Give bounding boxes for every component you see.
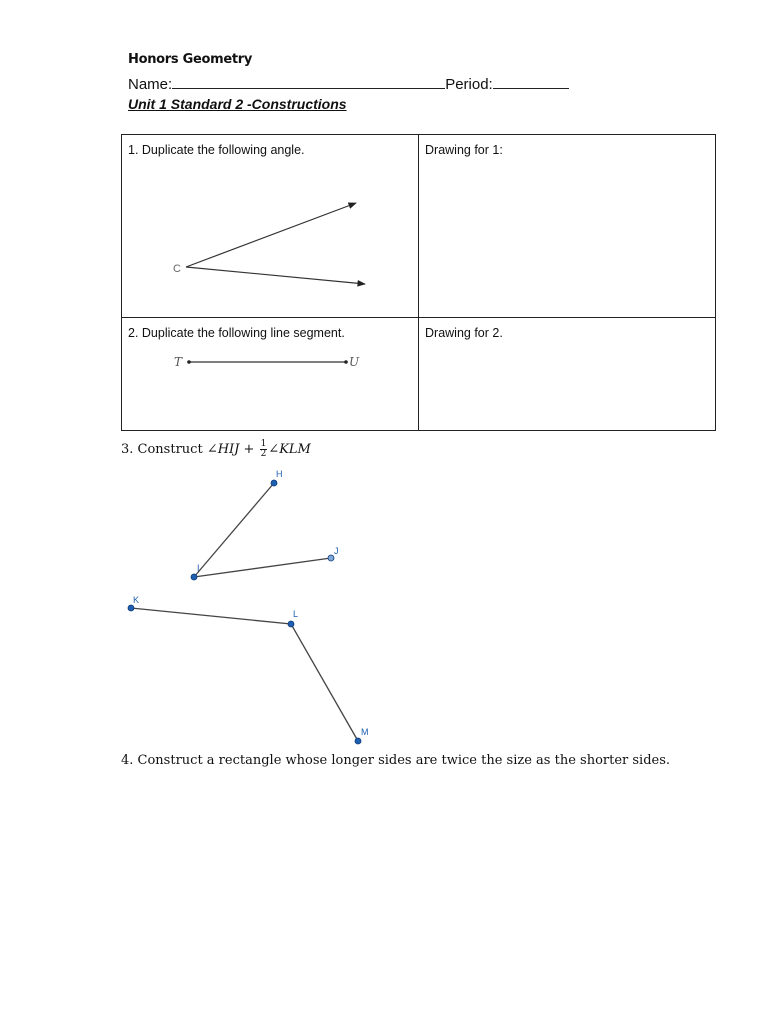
- unit-title: Unit 1 Standard 2 -Constructions: [128, 96, 347, 112]
- q2-prompt: 2. Duplicate the following line segment.: [128, 326, 345, 340]
- label-k: K: [133, 595, 140, 605]
- q3-prefix: 3. Construct: [121, 442, 207, 457]
- label-j: J: [334, 546, 339, 556]
- ray-lk: [131, 608, 291, 624]
- course-title: Honors Geometry: [128, 52, 253, 67]
- label-i: I: [197, 563, 200, 573]
- q3-angle-hij: ∠HIJ +: [206, 442, 255, 457]
- point-i: [191, 574, 197, 580]
- q2-point-t-label: T: [174, 355, 183, 369]
- q3-frac-num: 1: [260, 439, 267, 449]
- ray-lm: [291, 624, 358, 741]
- q1-vertex-label: C: [173, 263, 181, 275]
- point-l: [288, 621, 294, 627]
- label-h: H: [276, 469, 283, 479]
- point-m: [355, 738, 361, 744]
- name-label: Name:: [128, 76, 173, 93]
- q4-prompt: 4. Construct a rectangle whose longer sides are twice the size as the shorter sides.: [121, 753, 671, 768]
- period-label: Period:: [445, 76, 493, 93]
- point-h: [271, 480, 277, 486]
- label-m: M: [361, 727, 369, 737]
- q2-point-u-label: U: [349, 355, 360, 369]
- q3-angle-klm: ∠KLM: [268, 442, 311, 457]
- q2-drawing-label: Drawing for 2.: [425, 326, 503, 340]
- point-k: [128, 605, 134, 611]
- ray-ij: [194, 558, 331, 577]
- q3-frac-den: 2: [260, 449, 267, 459]
- ray-ih: [194, 483, 274, 577]
- label-l: L: [293, 609, 299, 619]
- q1-prompt: 1. Duplicate the following angle.: [128, 143, 305, 157]
- q1-drawing-label: Drawing for 1:: [425, 143, 503, 157]
